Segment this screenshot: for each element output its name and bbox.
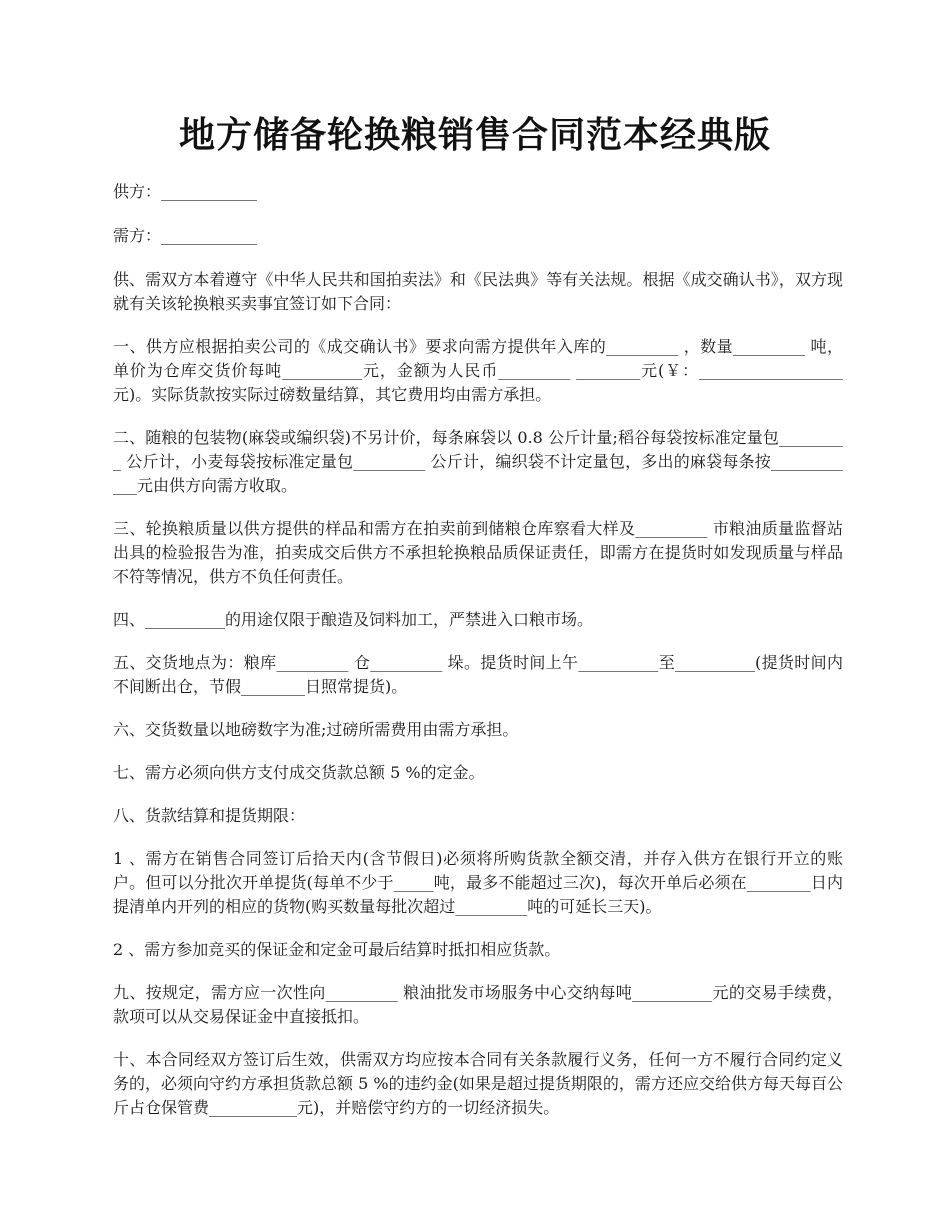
clause-10: 十、本合同经双方签订后生效，供需双方均应按本合同有关条款履行义务，任何一方不履行合同约定义务的，必须向守约方承担货款总额 5 %的违约金(如果是超过提货期限的，需方还应交给供方每天每百公斤占仓保管费___________元)，并赔偿守约方的一切经济损失。 — [113, 1050, 843, 1117]
clause-9: 九、按规定，需方应一次性向_________ 粮油批发市场服务中心交纳每吨__________元的交易手续费，款项可以从交易保证金中直接抵扣。 — [113, 983, 843, 1026]
intro-paragraph: 供、需双方本着遵守《中华人民共和国拍卖法》和《民法典》等有关法规。根据《成交确认书》，双方现就有关该轮换粮买卖事宜签订如下合同： — [113, 270, 843, 313]
buyer-line: 需方：____________ — [113, 226, 258, 245]
document-title: 地方储备轮换粮销售合同范本经典版 — [178, 115, 771, 156]
clause-8: 八、货款结算和提货期限： — [113, 806, 306, 825]
clause-6: 六、交货数量以地磅数字为准;过磅所需费用由需方承担。 — [113, 720, 519, 739]
clause-8-item-2: 2 、需方参加竞买的保证金和定金可最后结算时抵扣相应货款。 — [113, 940, 561, 959]
clause-5: 五、交货地点为：粮库_________ 仓_________ 垛。提货时间上午__________至__________(提货时间内不间断出仓，节假________日照常提货)。 — [113, 653, 843, 696]
clause-4: 四、__________的用途仅限于酿造及饲料加工，严禁进入口粮市场。 — [113, 610, 594, 629]
clause-2: 二、随粮的包装物(麻袋或编织袋)不另计价，每条麻袋以 0.8 公斤计量;稻谷每袋按标准定量包_________ 公斤计，小麦每袋按标准定量包_________ 公斤计，编织袋不计定量包，多出的麻袋每条按____________元由供方向需方收取。 — [113, 428, 843, 495]
clause-7: 七、需方必须向供方支付成交货款总额 5 %的定金。 — [113, 763, 485, 782]
clause-3: 三、轮换粮质量以供方提供的样品和需方在拍卖前到储粮仓库察看大样及_________ 市粮油质量监督站出具的检验报告为准，拍卖成交后供方不承担轮换粮品质保证责任，即需方在提货时如发现质量与样品不符等情况，供方不负任何责任。 — [113, 519, 843, 586]
clause-8-item-1: 1 、需方在销售合同签订后拾天内(含节假日)必须将所购货款全额交清，并存入供方在银行开立的账户。但可以分批次开单提货(每单不少于_____吨，最多不能超过三次)，每次开单后必须在________日内提清单内开列的相应的货物(购买数量每批次超过_________吨的可延长三天)。 — [113, 849, 843, 916]
supplier-line: 供方：____________ — [113, 182, 258, 201]
clause-1: 一、供方应根据拍卖公司的《成交确认书》要求向需方提供年入库的_________ ，数量_________ 吨，单价为仓库交货价每吨__________元，金额为人民币_________ ________元(￥：__________________元)。实际货款按实际过磅数量结算，其它费用均由需方承担。 — [113, 337, 843, 404]
contract-body — [113, 180, 843, 1139]
